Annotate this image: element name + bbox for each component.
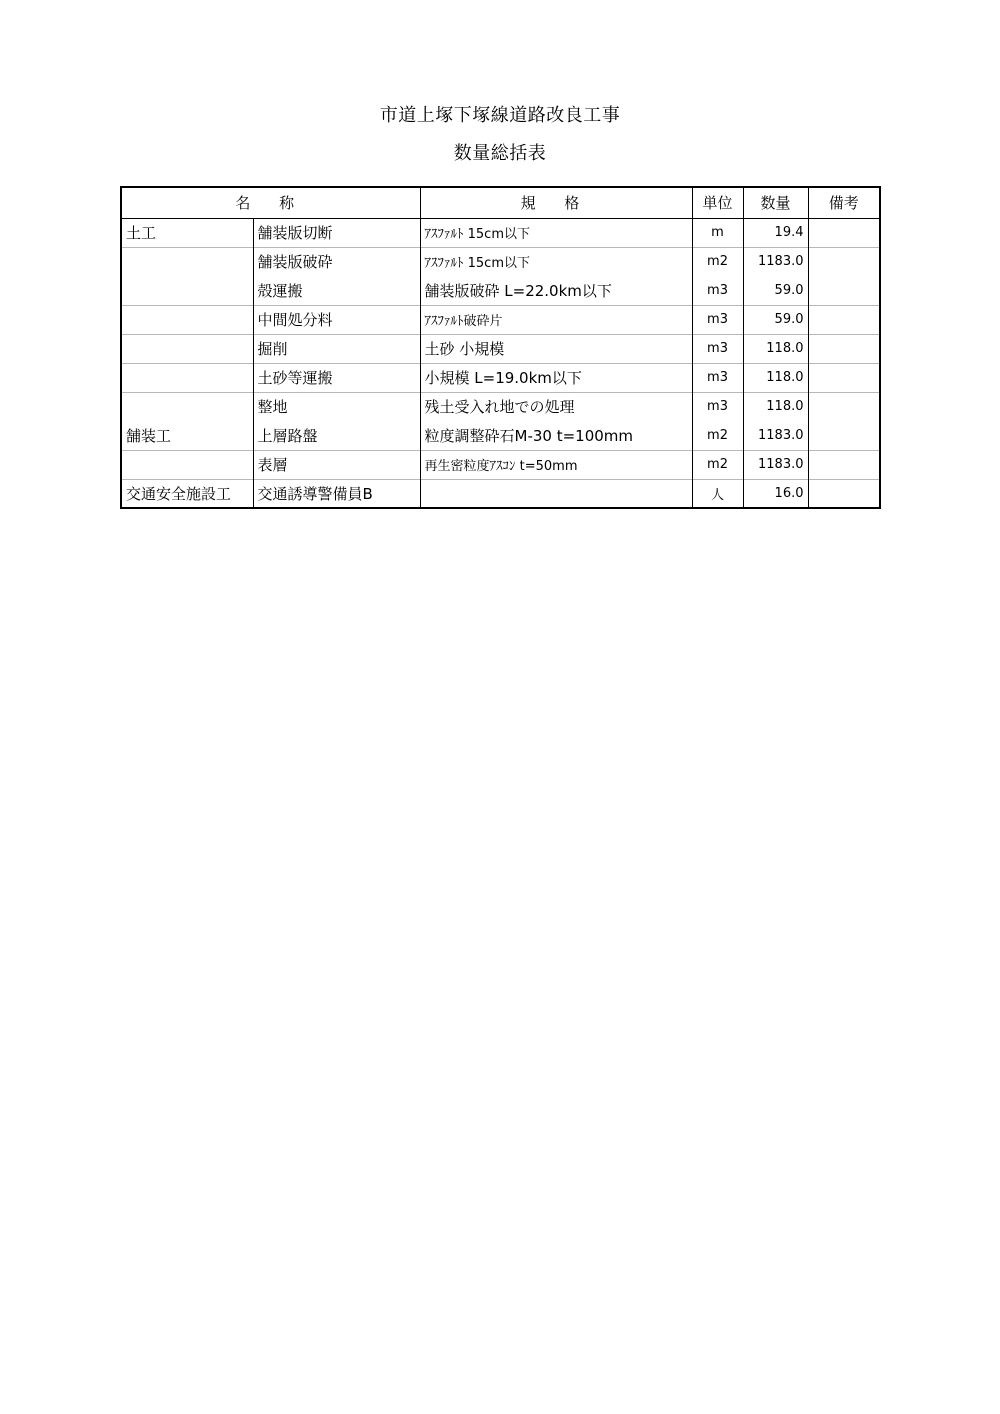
header-quantity: 数量 (743, 187, 808, 218)
item-cell: 殻運搬 (253, 276, 420, 305)
quantity-cell: 118.0 (743, 363, 808, 392)
remarks-cell (808, 479, 880, 508)
item-cell: 土砂等運搬 (253, 363, 420, 392)
header-unit: 単位 (692, 187, 743, 218)
document-title: 市道上塚下塚線道路改良工事 (379, 105, 621, 126)
remarks-cell (808, 247, 880, 276)
table-row (121, 247, 880, 276)
category-cell: 土工 (121, 218, 253, 247)
category-cell (121, 392, 253, 421)
header-remarks: 備考 (808, 187, 880, 218)
table-row (121, 305, 880, 334)
remarks-cell (808, 218, 880, 247)
item-cell: 交通誘導警備員B (253, 479, 420, 508)
table-header-row (121, 187, 880, 218)
spec-cell (420, 479, 692, 508)
quantity-cell: 16.0 (743, 479, 808, 508)
unit-cell: m3 (692, 276, 743, 305)
remarks-cell (808, 421, 880, 450)
quantity-cell: 59.0 (743, 305, 808, 334)
spec-cell: 舗装版破砕 L=22.0km以下 (420, 276, 692, 305)
unit-cell: m2 (692, 450, 743, 479)
item-cell: 舗装版切断 (253, 218, 420, 247)
category-cell: 交通安全施設工 (121, 479, 253, 508)
quantity-summary-table (120, 186, 881, 509)
category-cell (121, 247, 253, 276)
spec-cell: 土砂 小規模 (420, 334, 692, 363)
spec-cell: ｱｽﾌｧﾙﾄ 15cm以下 (420, 247, 692, 276)
quantity-cell: 118.0 (743, 334, 808, 363)
category-cell (121, 276, 253, 305)
spec-cell: 小規模 L=19.0km以下 (420, 363, 692, 392)
table-row (121, 479, 880, 508)
item-cell: 中間処分料 (253, 305, 420, 334)
table-row (121, 218, 880, 247)
table-row (121, 334, 880, 363)
item-cell: 上層路盤 (253, 421, 420, 450)
unit-cell: m2 (692, 421, 743, 450)
quantity-cell: 1183.0 (743, 421, 808, 450)
item-cell: 整地 (253, 392, 420, 421)
unit-cell: m3 (692, 305, 743, 334)
category-cell (121, 334, 253, 363)
spec-cell: 粒度調整砕石M-30 t=100mm (420, 421, 692, 450)
quantity-cell: 59.0 (743, 276, 808, 305)
remarks-cell (808, 363, 880, 392)
item-cell: 舗装版破砕 (253, 247, 420, 276)
remarks-cell (808, 305, 880, 334)
table-row (121, 450, 880, 479)
item-cell: 掘削 (253, 334, 420, 363)
unit-cell: m3 (692, 363, 743, 392)
table-row (121, 363, 880, 392)
quantity-cell: 118.0 (743, 392, 808, 421)
category-cell: 舗装工 (121, 421, 253, 450)
category-cell (121, 363, 253, 392)
remarks-cell (808, 450, 880, 479)
spec-cell: ｱｽﾌｧﾙﾄ 15cm以下 (420, 218, 692, 247)
table-row (121, 421, 880, 450)
spec-cell: 残土受入れ地での処理 (420, 392, 692, 421)
quantity-cell: 1183.0 (743, 450, 808, 479)
quantity-cell: 1183.0 (743, 247, 808, 276)
header-name: 名 称 (121, 187, 420, 218)
spec-cell: 再生密粒度ｱｽｺﾝ t=50mm (420, 450, 692, 479)
quantity-cell: 19.4 (743, 218, 808, 247)
remarks-cell (808, 276, 880, 305)
table-row (121, 392, 880, 421)
unit-cell: m3 (692, 392, 743, 421)
spec-cell: ｱｽﾌｧﾙﾄ破砕片 (420, 305, 692, 334)
unit-cell: m (692, 218, 743, 247)
unit-cell: m3 (692, 334, 743, 363)
document-subtitle: 数量総括表 (453, 143, 547, 164)
unit-cell: m2 (692, 247, 743, 276)
remarks-cell (808, 392, 880, 421)
item-cell: 表層 (253, 450, 420, 479)
category-cell (121, 450, 253, 479)
category-cell (121, 305, 253, 334)
unit-cell: 人 (692, 479, 743, 508)
table-row (121, 276, 880, 305)
header-spec: 規 格 (420, 187, 692, 218)
remarks-cell (808, 334, 880, 363)
